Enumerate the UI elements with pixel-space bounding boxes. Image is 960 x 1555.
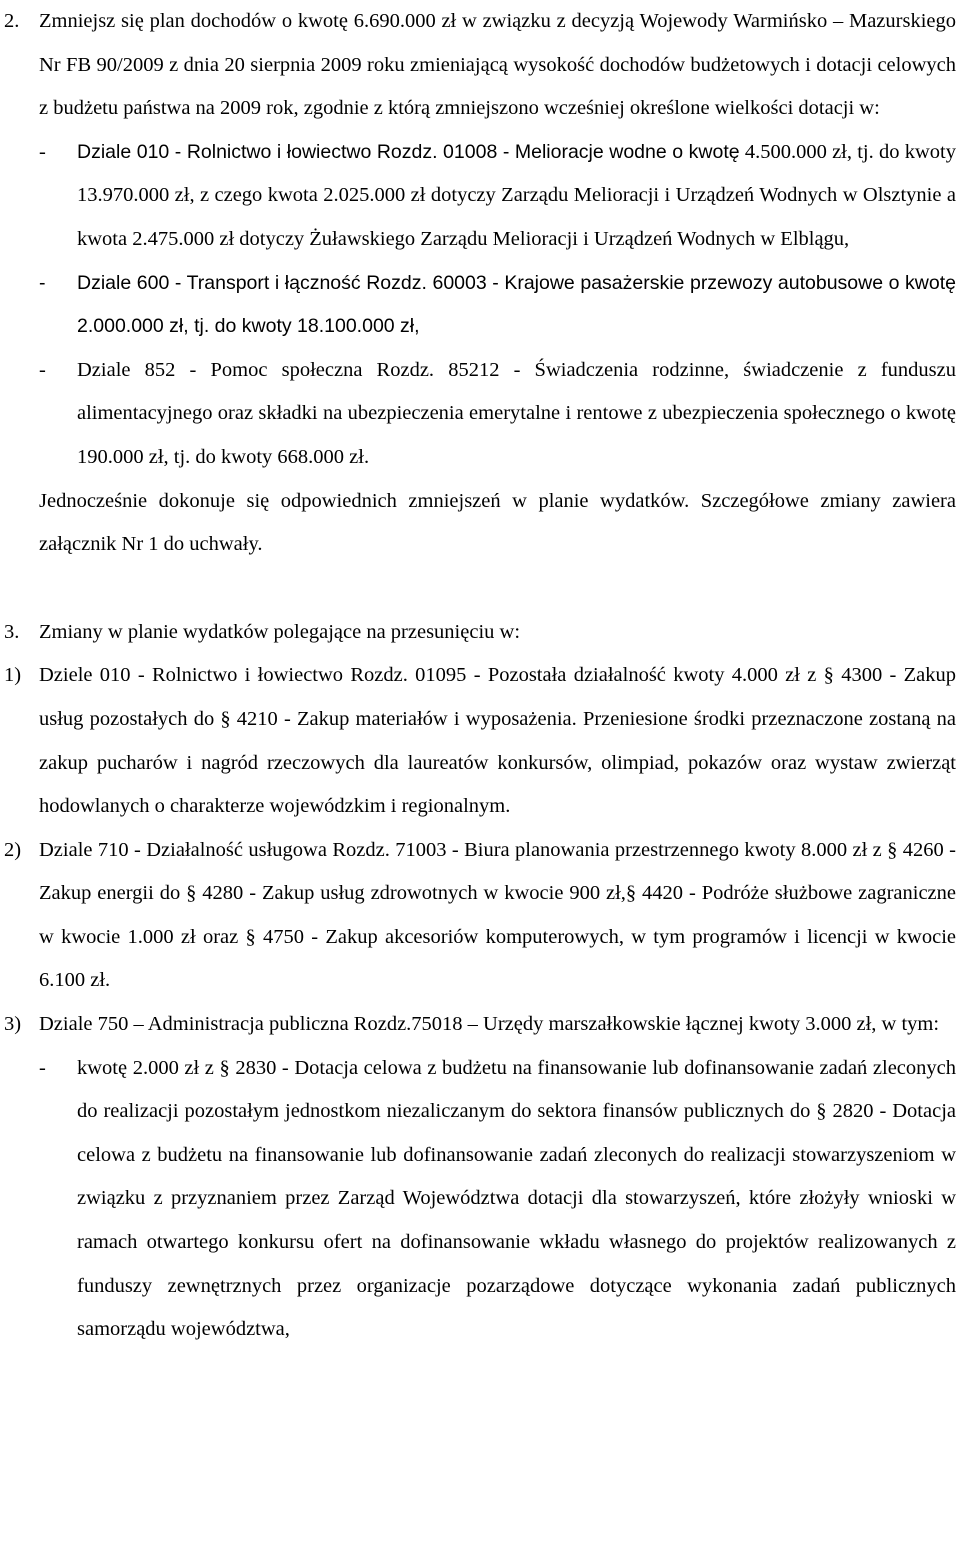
list-item-text-sans: Dziale 010 - Rolnictwo i łowiectwo Rozdz. 01008 - Melioracje wodne o kwotę xyxy=(77,140,740,163)
section-3-intro-text: Zmiany w planie wydatków polegające na przesunięciu w: xyxy=(39,620,521,643)
numbered-item-1 xyxy=(4,654,956,828)
section-2 xyxy=(4,0,956,567)
sub-item-text: kwotę 2.000 zł z § 2830 - Dotacja celowa z budżetu na finansowanie lub dofinansowanie zadań zleconych do realizacji pozostałym jednostkom niezaliczanym do sektora finansów publicznych do § 2820 - Dotacja celowa z budżetu na finansowanie lub dofinansowanie zadań zleconych do realizacji stowarzyszeniom w związku z przyznaniem przez Zarząd Województwa dotacji dla stowarzyszeń, które złożyły wnioski w ramach otwartego konkursu ofert na dofinansowanie wkładu własnego do projektów realizowanych z funduszy zewnętrznych przez organizacje pozarządowe dotyczące wykonania zadań publicznych samorządu województwa, xyxy=(77,1056,956,1341)
list-item-text: Dziale 852 - Pomoc społeczna Rozdz. 85212 - Świadczenia rodzinne, świadczenie z funduszu alimentacyjnego oraz składki na ubezpieczenia emerytalne i rentowe z ubezpieczenia społecznego o kwotę 190.000 zł, tj. do kwoty 668.000 zł. xyxy=(77,358,956,468)
section-2-intro-text: Zmniejsz się plan dochodów o kwotę 6.690.000 zł w związku z decyzją Wojewody Warmińsko – Mazurskiego Nr FB 90/2009 z dnia 20 sierpnia 2009 roku zmieniającą wysokość dochodów budżetowych i dotacji celowych z budżetu państwa na 2009 rok, zgodnie z którą zmniejszono wcześniej określone wielkości dotacji w: xyxy=(39,10,956,120)
item-number: 2) xyxy=(4,838,22,861)
list-item-text: Dziale 600 - Transport i łączność Rozdz. 60003 - Krajowe pasażerskie przewozy autobusowe o kwotę 2.000.000 zł, tj. do kwoty 18.100.000 zł, xyxy=(77,271,956,338)
item-number: 1) xyxy=(4,664,22,687)
section-spacer xyxy=(39,567,956,611)
list-item-dzial-010 xyxy=(39,131,956,262)
list-dash: - xyxy=(39,1056,46,1079)
list-item-dzial-600 xyxy=(39,262,956,349)
numbered-item-text: Dziale 750 – Administracja publiczna Rozdz.75018 – Urzędy marszałkowskie łącznej kwoty 3.000 zł, w tym: xyxy=(39,1013,940,1036)
numbered-item-3 xyxy=(4,1003,956,1047)
section-3 xyxy=(4,611,956,1352)
item-number: 3) xyxy=(4,1013,22,1036)
list-dash: - xyxy=(39,271,46,294)
section-2-number: 2. xyxy=(4,10,20,32)
section-2-closing: Jednocześnie dokonuje się odpowiednich zmniejszeń w planie wydatków. Szczegółowe zmiany zawiera załącznik Nr 1 do uchwały. xyxy=(39,489,956,556)
numbered-item-text: Dziele 010 - Rolnictwo i łowiectwo Rozdz. 01095 - Pozostała działalność kwoty 4.000 zł z § 4300 - Zakup usług pozostałych do § 4210 - Zakup materiałów i wyposażenia. Przeniesione środki przeznaczone zostaną na zakup pucharów i nagród rzeczowych dla laureatów konkursów, olimpiad, pokazów oraz wystaw zwierząt hodowlanych o charakterze wojewódzkim i regionalnym. xyxy=(39,664,956,818)
list-item-text: 4.500.000 zł, tj. do kwoty 13.970.000 zł, z czego kwota 2.025.000 zł dotyczy Zarządu Melioracji i Urządzeń Wodnych w Olsztynie a kwota 2.475.000 zł dotyczy Żuławskiego Zarządu Melioracji i Urządzeń Wodnych w Elblągu, xyxy=(77,140,956,250)
numbered-item-text: Dziale 710 - Działalność usługowa Rozdz. 71003 - Biura planowania przestrzennego kwoty 8.000 zł z § 4260 - Zakup energii do § 4280 - Zakup usług zdrowotnych w kwocie 900 zł,§ 4420 - Podróże służbowe zagraniczne w kwocie 1.000 zł oraz § 4750 - Zakup akcesoriów komputerowych, w tym programów i licencji w kwocie 6.100 zł. xyxy=(39,838,956,992)
list-dash: - xyxy=(39,358,46,381)
list-dash: - xyxy=(39,140,46,163)
sub-item-paragraf-2830 xyxy=(39,1047,956,1352)
section-3-intro xyxy=(4,611,956,655)
section-3-number: 3. xyxy=(4,620,20,643)
list-item-dzial-852 xyxy=(39,349,956,480)
section-2-intro xyxy=(4,0,956,131)
numbered-item-2 xyxy=(4,829,956,1003)
